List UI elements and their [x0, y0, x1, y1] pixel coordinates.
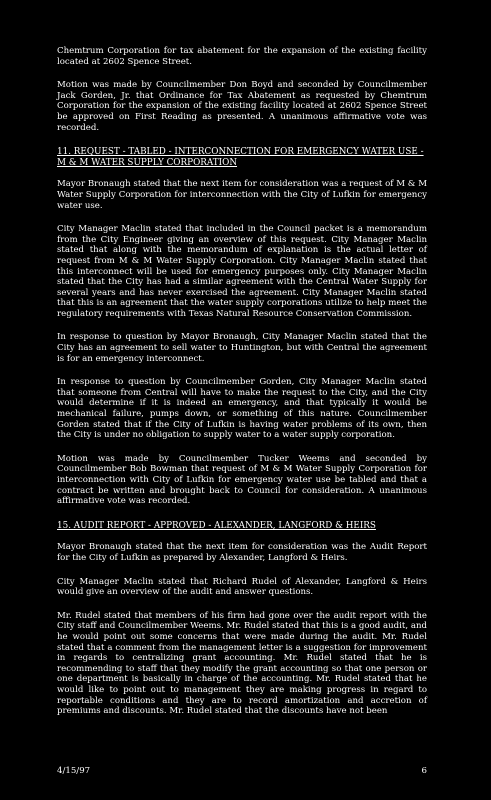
- page-number: 6: [421, 766, 427, 776]
- paragraph: In response to question by Councilmember Gorden, City Manager Maclin stated that someone from Central will have to make the request to the City, and the City would determine if it is indeed an emergency, and that typically it would be mechanical failure, pumps down, or something of this nature. Councilmember Gorden stated that if the City of Lufkin is having water problems of its own, then the City is under no obligation to supply water to a water supply corporation.: [57, 377, 427, 441]
- page-footer: [57, 766, 427, 776]
- paragraph: Mr. Rudel stated that members of his firm had gone over the audit report with the City staff and Councilmember Weems. Mr. Rudel stated that this is a good audit, and he would point out some concerns that were made during the audit. Mr. Rudel stated that a comment from the management letter is a suggestion for improvement in regards to centralizing grant accounting. Mr. Rudel stated that he is recommending to staff that they modify the grant accounting so that one person or one department is basically in charge of the accounting. Mr. Rudel stated that he would like to point out to management they are making progress in regard to reportable conditions and they are to record amortization and accretion of premiums and discounts. Mr. Rudel stated that the discounts have not been: [57, 610, 427, 717]
- paragraph: Motion was made by Councilmember Tucker Weems and seconded by Councilmember Bob Bowman that request of M & M Water Supply Corporation for interconnection with City of Lufkin for emergency water use be tabled and that a contract be written and brought back to Council for consideration. A unanimous affirmative vote was recorded.: [57, 453, 427, 507]
- section-heading-11: 11. REQUEST - TABLED - INTERCONNECTION FOR EMERGENCY WATER USE - M & M WATER SUPPLY CORPORATION: [57, 147, 424, 168]
- paragraph: Chemtrum Corporation for tax abatement for the expansion of the existing facility located at 2602 Spence Street.: [57, 46, 427, 67]
- paragraph: Mayor Bronaugh stated that the next item for consideration was a request of M & M Water Supply Corporation for interconnection with the City of Lufkin for emergency water use.: [57, 179, 427, 211]
- paragraph: City Manager Maclin stated that Richard Rudel of Alexander, Langford & Heirs would give an overview of the audit and answer questions.: [57, 576, 427, 598]
- paragraph: Motion was made by Councilmember Don Boyd and seconded by Councilmember Jack Gorden, Jr. that Ordinance for Tax Abatement as requested by Chemtrum Corporation for the expansion of the existing facility located at 2602 Spence Street be approved on First Reading as presented. A unanimous affirmative vote was recorded.: [57, 80, 427, 133]
- paragraph: In response to question by Mayor Bronaugh, City Manager Maclin stated that the City has an agreement to sell water to Huntington, but with Central the agreement is for an emergency interconnect.: [57, 332, 427, 364]
- paragraph: City Manager Maclin stated that included in the Council packet is a memorandum from the City Engineer giving an overview of this request. City Manager Maclin stated that along with the memorandum of explanation is the actual letter of request from M & M Water Supply Corporation. City Manager Maclin stated that this interconnect will be used for emergency purposes only. City Manager Maclin stated that the City has had a similar agreement with the Central Water Supply for several years and has never exercised the agreement. City Manager Maclin stated that this is an agreement that the water supply corporations utilize to help meet the regulatory requirements with Texas Natural Resource Conservation Commission.: [57, 224, 427, 319]
- footer-date: 4/15/97: [57, 766, 91, 776]
- paragraph: Mayor Bronaugh stated that the next item for consideration was the Audit Report for the City of Lufkin as prepared by Alexander, Langford & Heirs.: [57, 542, 427, 563]
- section-heading-15: 15. AUDIT REPORT - APPROVED - ALEXANDER, LANGFORD & HEIRS: [57, 520, 376, 531]
